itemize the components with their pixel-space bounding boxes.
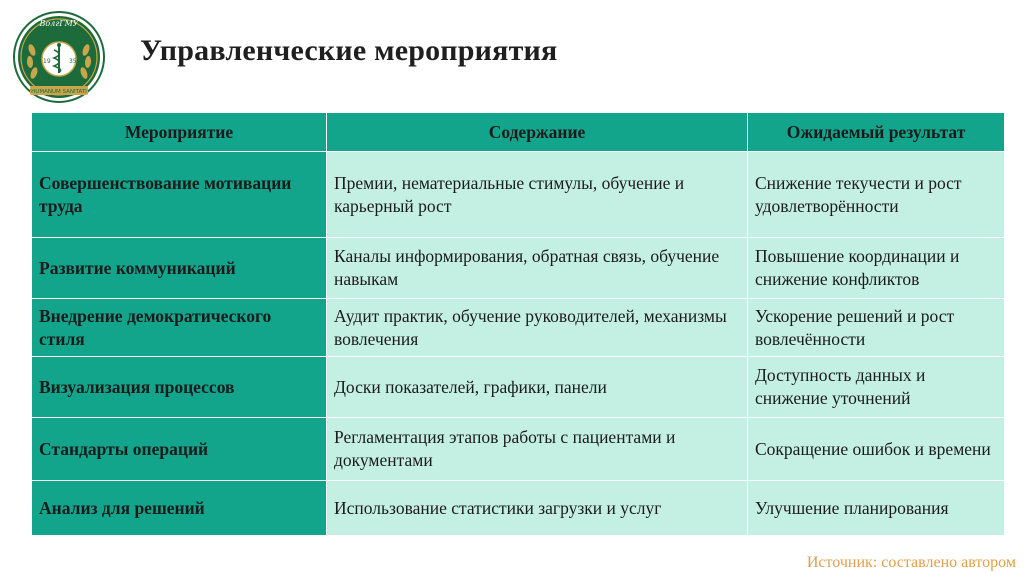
measure-cell: Внедрение демократического стиля [32,299,327,357]
measure-cell: Стандарты операций [32,418,327,481]
content-cell: Использование статистики загрузки и услуг [327,481,748,536]
table-row [32,299,1005,357]
result-cell: Ускорение решений и рост вовлечённости [748,299,1005,357]
content-cell: Регламентация этапов работы с пациентами и документами [327,418,748,481]
table-header-row [32,113,1005,152]
source-note: Источник: составлено автором [806,554,1016,571]
measure-cell: Совершенствование мотивации труда [32,152,327,238]
result-cell: Повышение координации и снижение конфликтов [748,238,1005,299]
table-row [32,481,1005,536]
logo-year-right: 35 [69,58,77,65]
content-cell: Премии, нематериальные стимулы, обучение и карьерный рост [327,152,748,238]
table-row [32,357,1005,418]
header-result: Ожидаемый результат [748,113,1005,152]
table-row [32,238,1005,299]
university-logo [12,10,106,104]
content-cell: Доски показателей, графики, панели [327,357,748,418]
table-row [32,418,1005,481]
logo-top-text: ВолгГМУ [39,19,79,28]
table-row [32,152,1005,238]
measure-cell: Анализ для решений [32,481,327,536]
header-measure: Мероприятие [32,113,327,152]
measure-cell: Развитие коммуникаций [32,238,327,299]
result-cell: Улучшение планирования [748,481,1005,536]
header-content: Содержание [327,113,748,152]
measure-cell: Визуализация процессов [32,357,327,418]
page-title: Управленческие мероприятия [140,34,558,67]
content-cell: Каналы информирования, обратная связь, обучение навыкам [327,238,748,299]
result-cell: Снижение текучести и рост удовлетворённости [748,152,1005,238]
result-cell: Сокращение ошибок и времени [748,418,1005,481]
content-cell: Аудит практик, обучение руководителей, механизмы вовлечения [327,299,748,357]
measures-table [31,112,1005,536]
logo-bottom-text: HUMANUM SANITATI [31,89,87,95]
result-cell: Доступность данных и снижение уточнений [748,357,1005,418]
logo-year-left: 19 [43,58,51,65]
